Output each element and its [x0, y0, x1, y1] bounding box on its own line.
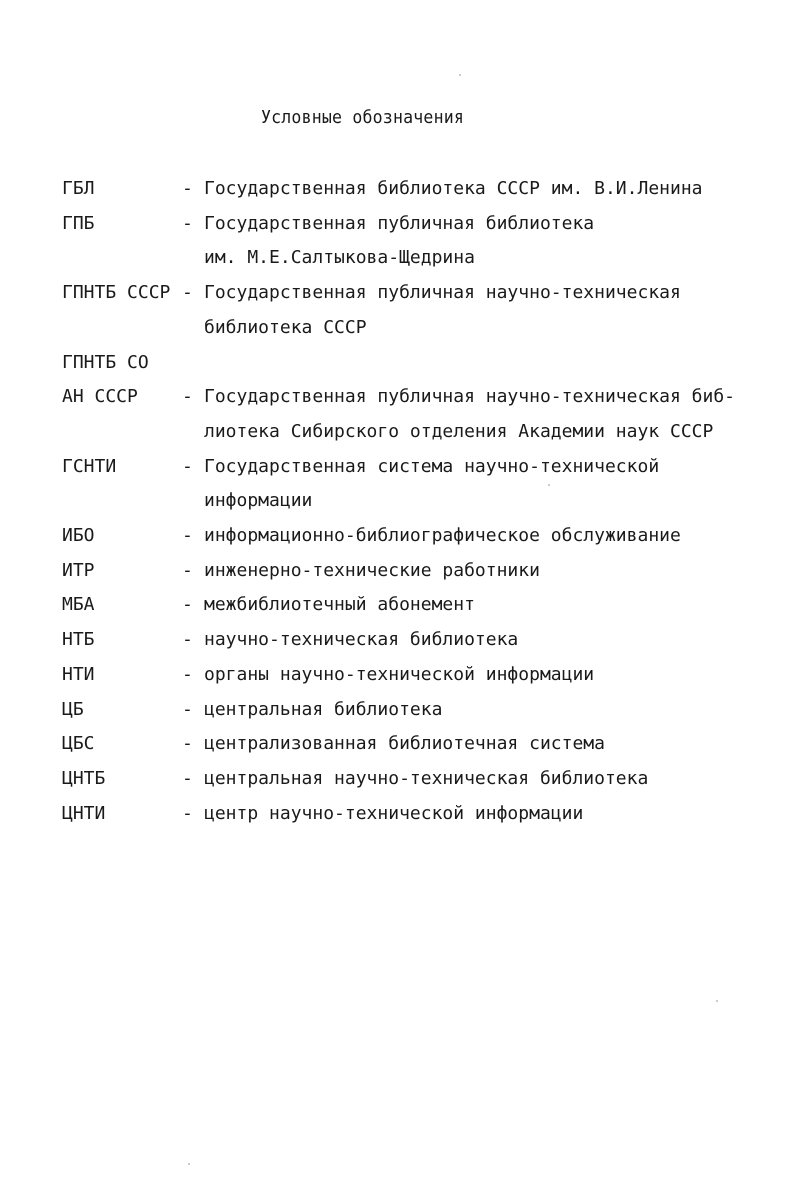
definition-line	[182, 588, 762, 623]
abbreviation-term: ЦБС	[62, 733, 95, 755]
definition-text: библиотека СССР	[204, 316, 367, 338]
definition-line	[182, 415, 762, 450]
abbreviation-list	[62, 172, 762, 831]
definition-line	[182, 276, 762, 311]
scan-speck	[459, 74, 461, 76]
abbreviation-entry	[62, 554, 762, 589]
abbreviation-term: ЦБ	[62, 698, 84, 720]
abbreviation-entry	[62, 727, 762, 762]
abbreviation-entry	[62, 276, 762, 345]
definition-text: инженерно-технические работники	[204, 559, 540, 581]
definition-line	[182, 207, 762, 242]
dash-separator: -	[182, 629, 193, 651]
abbreviation-definition	[182, 588, 762, 623]
abbreviation-entry	[62, 762, 762, 797]
definition-text: центральная библиотека	[204, 698, 443, 720]
abbreviation-entry	[62, 693, 762, 728]
dash-separator: -	[182, 594, 193, 616]
definition-line	[182, 727, 762, 762]
abbreviation-definition	[182, 519, 762, 554]
abbreviation-definition	[182, 762, 762, 797]
dash-separator: -	[182, 733, 193, 755]
definition-text: научно-техническая библиотека	[204, 629, 519, 651]
definition-text: Государственная публичная научно-техническая	[204, 282, 681, 304]
abbreviation-term: ИТР	[62, 559, 95, 581]
dash-separator: -	[182, 455, 193, 477]
definition-text: центральная научно-техническая библиотека	[204, 767, 649, 789]
scan-speck	[548, 484, 550, 486]
definition-line	[182, 658, 762, 693]
abbreviation-definition	[182, 172, 762, 207]
definition-text: Государственная библиотека СССР им. В.И.Ленина	[204, 178, 703, 199]
definition-line	[182, 311, 762, 346]
abbreviation-definition	[182, 276, 762, 345]
definition-line	[182, 554, 762, 589]
abbreviation-term: ГПНТБ СО	[62, 351, 149, 373]
abbreviation-term: ИБО	[62, 525, 95, 547]
dash-separator: -	[182, 663, 193, 685]
abbreviation-term: ЦНТИ	[62, 802, 106, 824]
definition-text: Государственная публичная научно-техническая биб-	[204, 386, 736, 408]
dash-separator: -	[182, 282, 193, 304]
page-title: Условные обозначения	[260, 107, 465, 128]
abbreviation-definition	[182, 623, 762, 658]
abbreviation-term: ЦНТБ	[62, 767, 106, 789]
abbreviation-entry	[62, 588, 762, 623]
abbreviation-definition	[182, 207, 762, 276]
definition-line	[182, 450, 762, 485]
definition-text: централизованная библиотечная система	[204, 733, 605, 755]
definition-text: информационно-библиографическое обслуживание	[204, 525, 681, 547]
abbreviation-term: НТБ	[62, 629, 95, 651]
definition-line	[182, 693, 762, 728]
abbreviation-entry	[62, 207, 762, 276]
scan-speck	[716, 1000, 718, 1002]
abbreviation-entry	[62, 797, 762, 832]
definition-text: органы научно-технической информации	[204, 663, 595, 685]
dash-separator: -	[182, 559, 193, 581]
dash-separator: -	[182, 698, 193, 720]
abbreviation-entry	[62, 623, 762, 658]
dash-separator: -	[182, 525, 193, 547]
abbreviation-entry	[62, 172, 762, 207]
definition-line	[182, 380, 762, 415]
abbreviation-term: АН СССР	[62, 386, 138, 408]
abbreviation-term: НТИ	[62, 663, 95, 685]
abbreviation-entry	[62, 658, 762, 693]
abbreviation-term: ГПБ	[62, 212, 95, 234]
dash-separator: -	[182, 767, 193, 789]
abbreviation-definition	[182, 554, 762, 589]
definition-text: им. М.Е.Салтыкова-Щедрина	[204, 247, 475, 269]
abbreviation-entry	[62, 346, 762, 450]
abbreviation-definition	[182, 346, 762, 450]
abbreviation-term: ГПНТБ СССР	[62, 282, 171, 304]
abbreviation-entry	[62, 450, 762, 519]
abbreviation-definition	[182, 797, 762, 832]
definition-text: межбиблиотечный абонемент	[204, 594, 475, 616]
definition-line	[182, 172, 762, 207]
definition-line	[182, 797, 762, 832]
definition-text: Государственная публичная библиотека	[204, 212, 595, 234]
abbreviation-entry	[62, 519, 762, 554]
definition-line	[182, 623, 762, 658]
dash-separator: -	[182, 386, 193, 408]
dash-separator: -	[182, 178, 193, 199]
definition-text: информации	[204, 490, 313, 512]
abbreviation-definition	[182, 693, 762, 728]
abbreviation-term: ГСНТИ	[62, 455, 117, 477]
definition-line	[182, 519, 762, 554]
abbreviation-term: ГБЛ	[62, 178, 95, 199]
definition-text: лиотека Сибирского отделения Академии наук СССР	[204, 420, 714, 442]
definition-line	[182, 762, 762, 797]
abbreviation-definition	[182, 727, 762, 762]
definition-line	[182, 241, 762, 276]
definition-text: центр научно-технической информации	[204, 802, 584, 824]
scan-speck	[188, 1163, 190, 1165]
dash-separator: -	[182, 802, 193, 824]
abbreviation-term: МБА	[62, 594, 95, 616]
abbreviation-definition	[182, 450, 762, 519]
abbreviation-definition	[182, 658, 762, 693]
dash-separator: -	[182, 212, 193, 234]
definition-text: Государственная система научно-технической	[204, 455, 660, 477]
definition-line	[182, 484, 762, 519]
